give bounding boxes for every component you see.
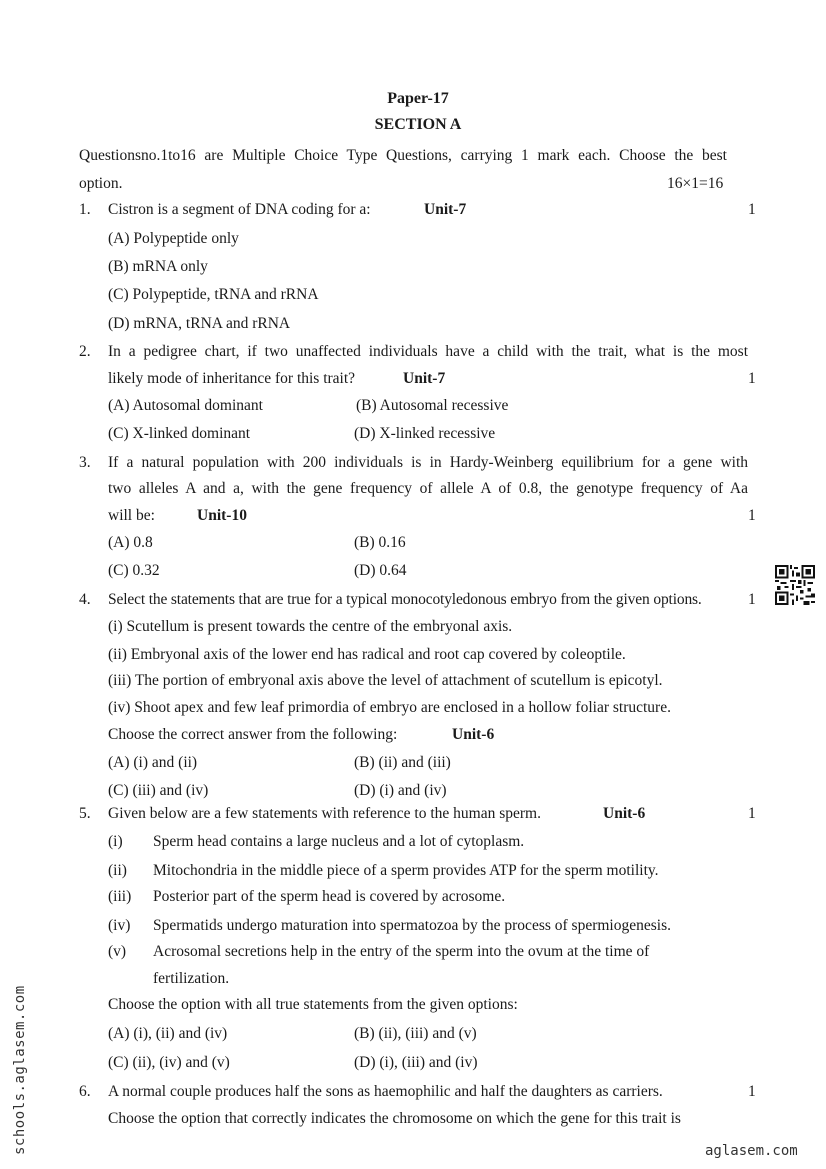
question-text: Cistron is a segment of DNA coding for a: bbox=[108, 201, 371, 218]
question-number: 3. bbox=[79, 454, 91, 471]
question-marks: 1 bbox=[748, 370, 756, 387]
statement: (i) Scutellum is present towards the centre of the embryonal axis. bbox=[108, 618, 513, 635]
option: (B) 0.16 bbox=[354, 534, 406, 551]
statement: (ii) Embryonal axis of the lower end has radical and root cap covered by coleoptile. bbox=[108, 646, 626, 663]
question-text: If a natural population with 200 individuals is in Hardy-Weinberg equilibrium for a gene with bbox=[108, 454, 748, 471]
choose-instruction: Choose the correct answer from the following: bbox=[108, 726, 398, 743]
choose-instruction: Choose the option with all true statements from the given options: bbox=[108, 996, 518, 1013]
instructions-line2: option. bbox=[79, 175, 123, 192]
unit-label: Unit-6 bbox=[452, 726, 495, 743]
statement: Acrosomal secretions help in the entry of the sperm into the ovum at the time of bbox=[153, 943, 650, 960]
statement-numeral: (iv) bbox=[108, 917, 131, 934]
question-number: 1. bbox=[79, 201, 91, 218]
instructions-line1: Questionsno.1to16 are Multiple Choice Type Questions, carrying 1 mark each. Choose the best bbox=[79, 147, 727, 164]
option: (A) (i) and (ii) bbox=[108, 754, 198, 771]
option: (D) 0.64 bbox=[354, 562, 407, 579]
side-watermark: schools.aglasem.com bbox=[12, 985, 28, 1155]
question-number: 4. bbox=[79, 591, 91, 608]
unit-label: Unit-10 bbox=[197, 507, 247, 524]
option: (A) Autosomal dominant bbox=[108, 397, 263, 414]
paper-title: Paper-17 bbox=[387, 90, 449, 107]
question-text: A normal couple produces half the sons as haemophilic and half the daughters as carriers. bbox=[108, 1083, 663, 1100]
statement-numeral: (i) bbox=[108, 833, 123, 850]
statement: Posterior part of the sperm head is covered by acrosome. bbox=[153, 888, 506, 905]
qr-code-icon bbox=[775, 565, 815, 605]
question-text: two alleles A and a, with the gene frequency of allele A of 0.8, the genotype frequency of Aa bbox=[108, 480, 748, 497]
statement: Sperm head contains a large nucleus and a lot of cytoplasm. bbox=[153, 833, 525, 850]
question-text: Select the statements that are true for a typical monocotyledonous embryo from the given options. bbox=[108, 591, 702, 608]
option: (A) 0.8 bbox=[108, 534, 153, 551]
unit-label: Unit-7 bbox=[424, 201, 467, 218]
question-number: 5. bbox=[79, 805, 91, 822]
statement-numeral: (iii) bbox=[108, 888, 132, 905]
statement-numeral: (ii) bbox=[108, 862, 127, 879]
statement: (iv) Shoot apex and few leaf primordia of embryo are enclosed in a hollow foliar structure. bbox=[108, 699, 671, 716]
question-marks: 1 bbox=[748, 805, 756, 822]
option: (B) (ii) and (iii) bbox=[354, 754, 451, 771]
option: (A) Polypeptide only bbox=[108, 230, 239, 247]
question-text: likely mode of inheritance for this trait? bbox=[108, 370, 356, 387]
option: (D) (i), (iii) and (iv) bbox=[354, 1054, 478, 1071]
option: (C) 0.32 bbox=[108, 562, 160, 579]
option: (D) mRNA, tRNA and rRNA bbox=[108, 315, 291, 332]
question-text: will be: bbox=[108, 507, 155, 524]
section-title: SECTION A bbox=[374, 116, 462, 133]
option: (C) X-linked dominant bbox=[108, 425, 251, 442]
option: (D) X-linked recessive bbox=[354, 425, 496, 442]
question-marks: 1 bbox=[748, 201, 756, 218]
unit-label: Unit-7 bbox=[403, 370, 446, 387]
question-number: 2. bbox=[79, 343, 91, 360]
statement: Mitochondria in the middle piece of a sperm provides ATP for the sperm motility. bbox=[153, 862, 659, 879]
corner-watermark: aglasem.com bbox=[705, 1143, 798, 1159]
option: (C) Polypeptide, tRNA and rRNA bbox=[108, 286, 319, 303]
statement: Spermatids undergo maturation into spermatozoa by the process of spermiogenesis. bbox=[153, 917, 671, 934]
question-text: Choose the option that correctly indicates the chromosome on which the gene for this trait is bbox=[108, 1110, 681, 1127]
marks-formula: 16×1=16 bbox=[667, 175, 724, 192]
question-marks: 1 bbox=[748, 1083, 756, 1100]
option: (B) (ii), (iii) and (v) bbox=[354, 1025, 477, 1042]
question-number: 6. bbox=[79, 1083, 91, 1100]
option: (D) (i) and (iv) bbox=[354, 782, 447, 799]
statement-continuation: fertilization. bbox=[153, 970, 230, 987]
option: (A) (i), (ii) and (iv) bbox=[108, 1025, 228, 1042]
option: (C) (iii) and (iv) bbox=[108, 782, 209, 799]
question-marks: 1 bbox=[748, 591, 756, 608]
question-text: Given below are a few statements with reference to the human sperm. bbox=[108, 805, 541, 822]
option: (B) Autosomal recessive bbox=[356, 397, 509, 414]
option: (C) (ii), (iv) and (v) bbox=[108, 1054, 230, 1071]
question-text: In a pedigree chart, if two unaffected individuals have a child with the trait, what is the most bbox=[108, 343, 748, 360]
unit-label: Unit-6 bbox=[603, 805, 646, 822]
question-marks: 1 bbox=[748, 507, 756, 524]
option: (B) mRNA only bbox=[108, 258, 208, 275]
statement: (iii) The portion of embryonal axis above the level of attachment of scutellum is epicotyl. bbox=[108, 672, 663, 689]
statement-numeral: (v) bbox=[108, 943, 127, 960]
